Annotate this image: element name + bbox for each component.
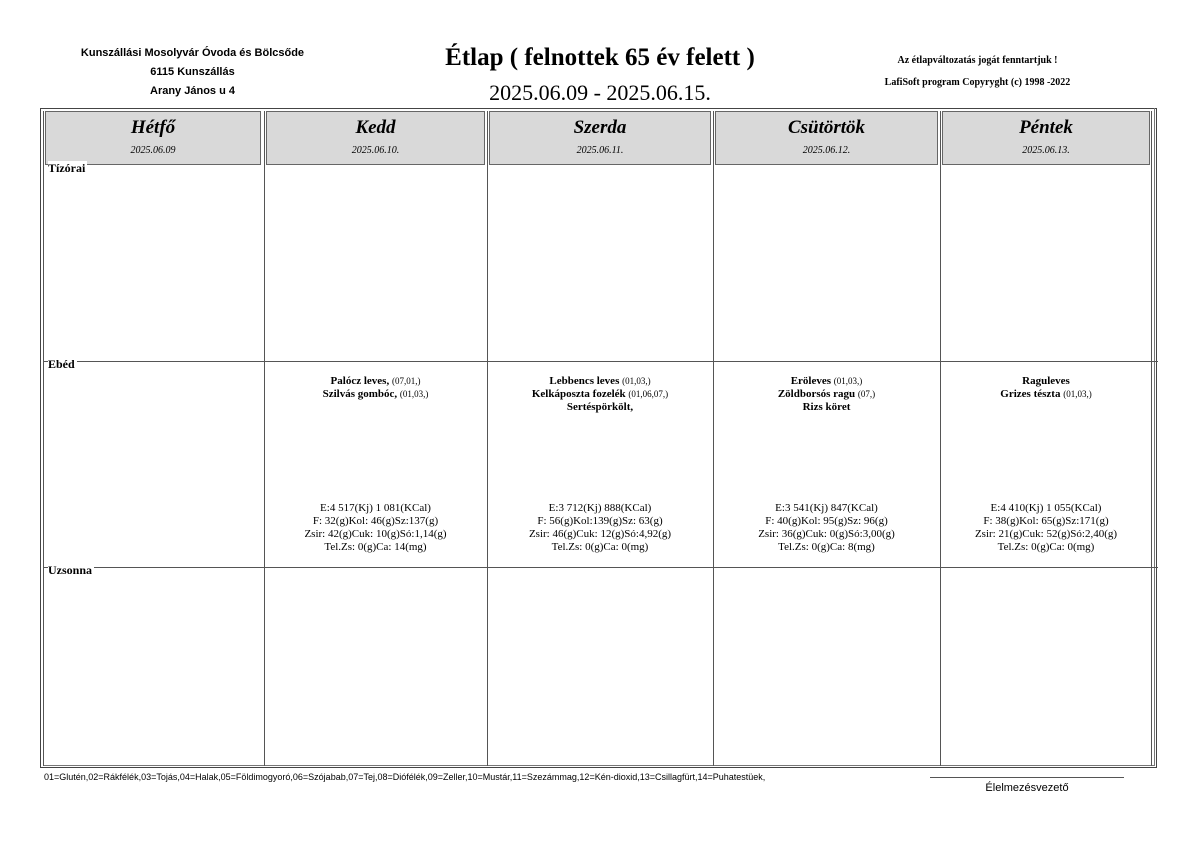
dish: Palócz leves, (07,01,) [330, 375, 421, 387]
dish: Zöldborsós ragu (07,) [777, 388, 876, 400]
column-divider [1151, 111, 1152, 766]
date-range: 2025.06.09 - 2025.06.15. [489, 80, 711, 105]
nutrition-friday [942, 502, 1150, 554]
day-name: Kedd [355, 117, 396, 138]
dish: Raguleves [1022, 375, 1070, 387]
page-title: Étlap ( felnottek 65 év felett ) [445, 44, 755, 71]
nutrition-line: Tel.Zs: 0(g)Ca: 14(mg) [324, 541, 427, 553]
nutrition-line: Tel.Zs: 0(g)Ca: 8(mg) [778, 541, 875, 553]
nutrition-line: Tel.Zs: 0(g)Ca: 0(mg) [997, 541, 1095, 553]
nutrition-line: Zsir: 21(g)Cuk: 52(g)Só:2,40(g) [974, 528, 1118, 540]
row-label-tizorai: Tízórai [48, 161, 86, 175]
dish: Lebbencs leves (01,03,) [549, 375, 651, 387]
nutrition-line: F: 40(g)Kol: 95(g)Sz: 96(g) [765, 515, 888, 527]
column-divider [264, 111, 265, 766]
dish: Eröleves (01,03,) [790, 375, 863, 387]
nutrition-line: Zsir: 42(g)Cuk: 10(g)Só:1,14(g) [304, 528, 447, 540]
allergen-legend: 01=Glutén,02=Rákfélék,03=Tojás,04=Halak,05=Földimogyoró,06=Szójabab,07=Tej,08=Diófélék,09=Zeller,10=Mustár,11=Szezámmag,12=Kén-dioxid,13=Csillagfürt,14=Puhatestüek, [44, 772, 766, 782]
dish: Kelkáposzta fozelék (01,06,07,) [531, 388, 669, 400]
signature-label: Élelmezésvezető [985, 782, 1069, 794]
nutrition-wednesday [489, 502, 711, 554]
row-label-uzsonna: Uzsonna [48, 563, 93, 577]
row-divider [43, 567, 1158, 568]
nutrition-line: Zsir: 46(g)Cuk: 12(g)Só:4,92(g) [528, 528, 672, 540]
lunch-dishes-friday [942, 375, 1150, 401]
column-divider [487, 111, 488, 766]
day-date: 2025.06.10. [351, 145, 400, 156]
dish: Grizes tészta (01,03,) [1000, 388, 1092, 400]
organization-block [60, 44, 325, 101]
lunch-dishes-thursday [715, 375, 938, 414]
day-name: Szerda [573, 117, 627, 138]
nutrition-thursday [715, 502, 938, 554]
day-date: 2025.06.12. [802, 145, 851, 156]
nutrition-line: E:3 541(Kj) 847(KCal) [775, 502, 878, 514]
dish: Szilvás gombóc, (01,03,) [322, 388, 429, 400]
org-name: Kunszállási Mosolyvár Óvoda és Bölcsőde [80, 47, 305, 59]
dish: Sertéspörkölt, [566, 401, 634, 413]
notice-block [840, 50, 1115, 94]
column-divider [940, 111, 941, 766]
lunch-dishes-wednesday [489, 375, 711, 414]
nutrition-line: F: 38(g)Kol: 65(g)Sz:171(g) [983, 515, 1109, 527]
nutrition-line: Tel.Zs: 0(g)Ca: 0(mg) [551, 541, 649, 553]
day-header-monday [45, 111, 261, 165]
day-name: Péntek [1019, 117, 1073, 138]
org-zip-city: 6115 Kunszállás [150, 66, 235, 78]
signature-line [930, 777, 1124, 778]
row-divider [43, 361, 1158, 362]
day-header-thursday [715, 111, 938, 165]
day-date: 2025.06.09 [130, 145, 176, 156]
day-name: Hétfő [130, 117, 176, 138]
row-label-ebed: Ebéd [48, 357, 75, 371]
day-date: 2025.06.13. [1022, 145, 1070, 156]
menu-table-frame-inner [43, 108, 1155, 766]
day-header-wednesday [489, 111, 711, 165]
nutrition-line: E:4 517(Kj) 1 081(KCal) [320, 502, 431, 514]
nutrition-line: Zsir: 36(g)Cuk: 0(g)Só:3,00(g) [758, 528, 895, 540]
day-name: Csütörtök [787, 117, 866, 138]
column-divider [43, 111, 44, 766]
day-date: 2025.06.11. [576, 145, 624, 156]
nutrition-line: E:3 712(Kj) 888(KCal) [548, 502, 652, 514]
column-divider [713, 111, 714, 766]
nutrition-line: E:4 410(Kj) 1 055(KCal) [990, 502, 1102, 514]
nutrition-tuesday [266, 502, 485, 554]
nutrition-line: F: 32(g)Kol: 46(g)Sz:137(g) [312, 515, 439, 527]
dish: Rizs köret [802, 401, 851, 413]
org-address: Arany János u 4 [150, 85, 235, 97]
day-header-tuesday [266, 111, 485, 165]
nutrition-line: F: 56(g)Kol:139(g)Sz: 63(g) [537, 515, 663, 527]
copyright-text: LafiSoft program Copyryght (c) 1998 -2022 [884, 77, 1071, 88]
lunch-dishes-tuesday [266, 375, 485, 401]
notice-text: Az étlapváltozatás jogát fenntartjuk ! [897, 55, 1058, 66]
day-header-friday [942, 111, 1150, 165]
